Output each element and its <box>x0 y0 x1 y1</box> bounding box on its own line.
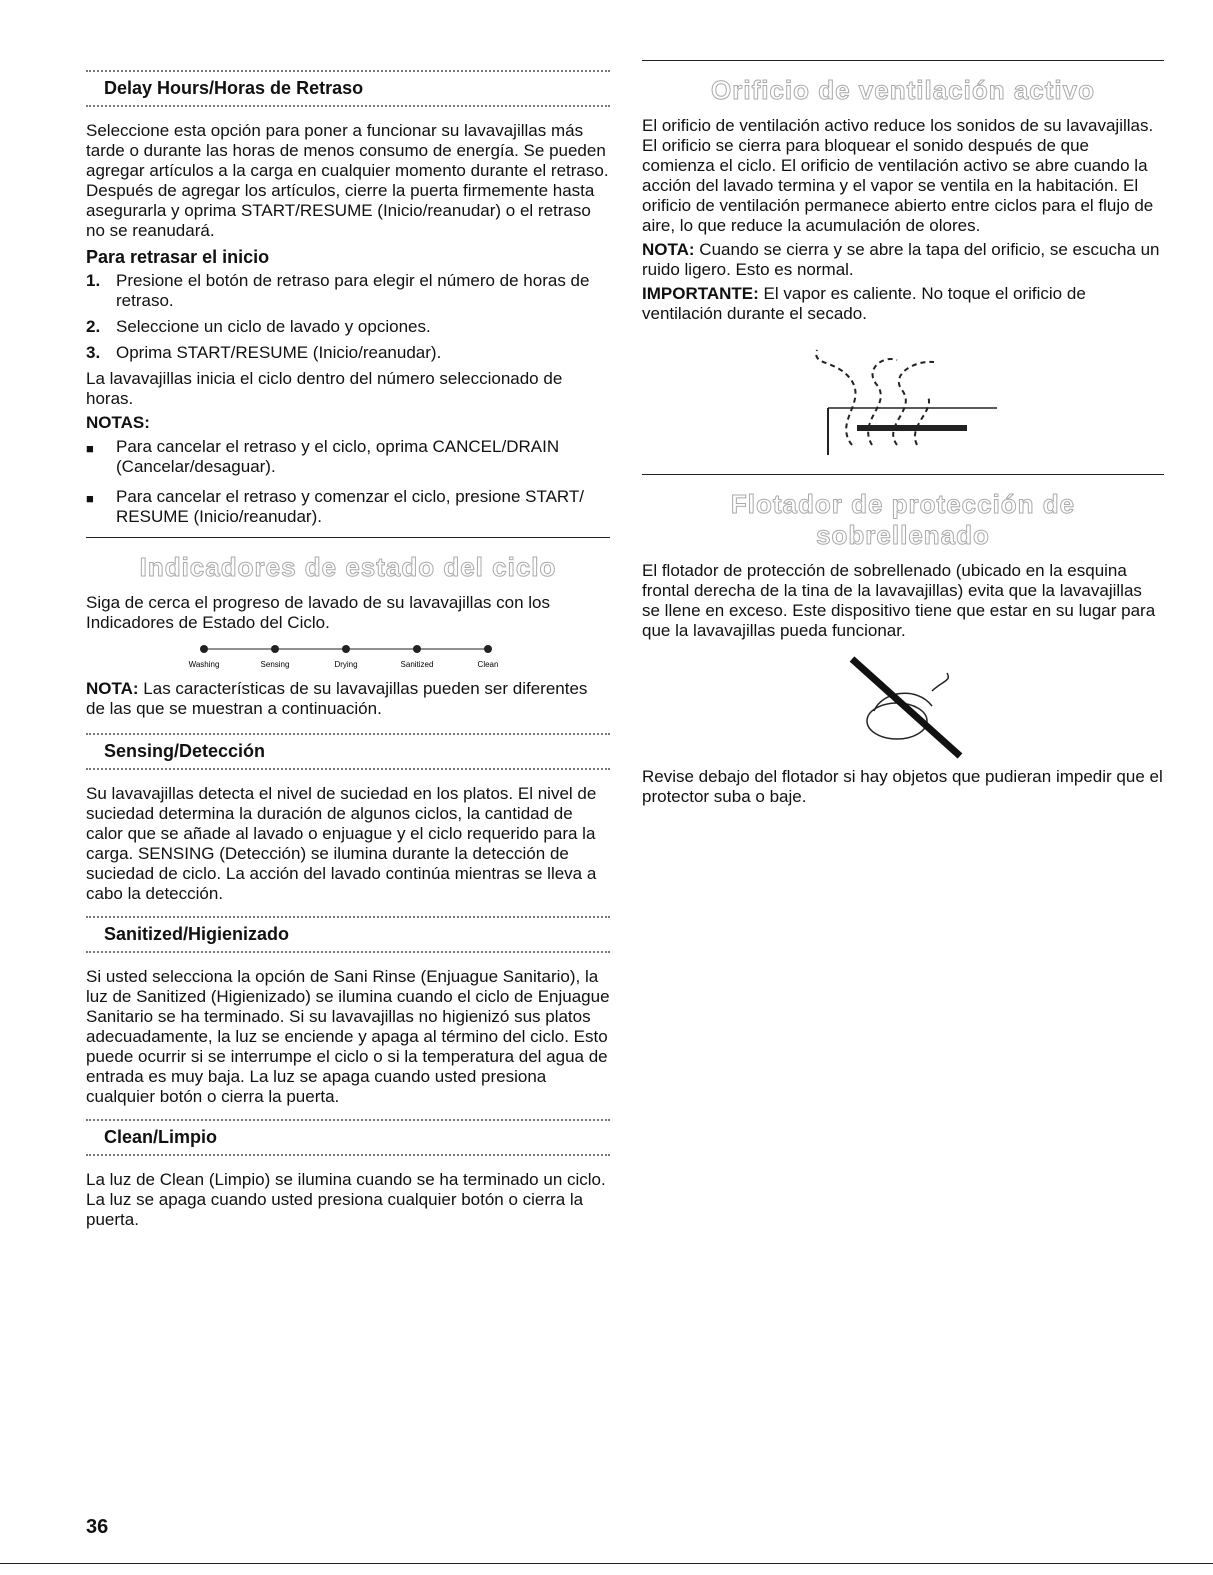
page-number: 36 <box>86 1516 109 1538</box>
clean-heading: Clean/Limpio <box>104 1127 218 1147</box>
list-item: 1. Presione el botón de retraso para elegir el número de horas de retraso. <box>86 271 590 310</box>
float-heading: Flotador de protección de sobrellenado <box>730 489 1076 550</box>
delay-after: La lavavajillas inicia el ciclo dentro del número seleccionado de horas. <box>86 369 563 408</box>
bullet-icon: ■ <box>86 441 94 456</box>
vent-note: NOTA: Cuando se cierra y se abre la tapa del orificio, se escucha un ruido ligero. Esto es normal. <box>642 240 1160 279</box>
left-column <box>86 70 610 1230</box>
status-light-icon <box>342 645 350 653</box>
stage-label: Drying <box>334 660 358 669</box>
divider <box>86 951 610 953</box>
sanitized-heading: Sanitized/Higienizado <box>104 924 290 944</box>
sensing-heading: Sensing/Detección <box>104 741 266 761</box>
float-no-object-illustration <box>642 651 1164 761</box>
sanitized-body: Si usted selecciona la opción de Sani Rinse (Enjuague Sanitario), la luz de Sanitized (Higienizado) se ilumina cuando el ciclo de Enjuague Sanitario se ha terminado. Si su lavavajillas no higienizó sus platos adecuadamente, la luz se enciende y apaga al término del ciclo. Esto puede ocurrir si se interrumpe el ciclo o si la temperatura del agua de entrada es muy baja. La luz se apaga cuando usted presiona cualquier botón o cierra la puerta. <box>86 967 610 1106</box>
status-light-icon <box>271 645 279 653</box>
prohibited-icon <box>852 659 960 756</box>
indicators-heading: Indicadores de estado del ciclo <box>139 552 557 582</box>
section-rule <box>642 474 1164 475</box>
status-light-icon <box>484 645 492 653</box>
list-item: ■ Para cancelar el retraso y comenzar el ciclo, presione START/ RESUME (Inicio/reanudar). <box>86 487 585 526</box>
stage-label: Washing <box>188 660 220 669</box>
right-column <box>642 60 1164 807</box>
indicators-body: Siga de cerca el progreso de lavado de su lavavajillas con los Indicadores de Estado del Ciclo. <box>86 593 550 632</box>
divider <box>86 1154 610 1156</box>
divider <box>86 768 610 770</box>
clean-body: La luz de Clean (Limpio) se ilumina cuando se ha terminado un ciclo. La luz se apaga cuando usted presiona cualquier botón o cierra la puerta. <box>86 1170 606 1229</box>
bullet-icon: ■ <box>86 491 94 506</box>
stage-label: Clean <box>477 660 499 669</box>
stage-label: Sanitized <box>400 660 434 669</box>
status-light-icon <box>200 645 208 653</box>
delay-subheading: Para retrasar el inicio <box>86 247 270 267</box>
delay-steps <box>86 271 610 363</box>
vent-body: El orificio de ventilación activo reduce los sonidos de su lavavajillas. El orificio se cierra para bloquear el sonido después de que comienza el ciclo. El orificio de ventilación activo se abre cuando la acción del lavado termina y el vapor se ventila en la habitación. El orificio de ventilación permanece abierto entre ciclos para el flujo de aire, lo que reduce la acumulación de olores. <box>642 116 1154 235</box>
list-item: 2. Seleccione un ciclo de lavado y opciones. <box>86 317 431 336</box>
divider <box>86 105 610 107</box>
list-item: 3. Oprima START/RESUME (Inicio/reanudar). <box>86 343 442 362</box>
delay-notes <box>86 437 610 527</box>
vent-important: IMPORTANTE: El vapor es caliente. No toque el orificio de ventilación durante el secado. <box>642 284 1086 323</box>
section-rule <box>86 537 610 538</box>
cycle-status-diagram <box>86 639 610 675</box>
sensing-body: Su lavavajillas detecta el nivel de suciedad en los platos. El nivel de suciedad determina la duración de algunos ciclos, la cantidad de calor que se añade al lavado o enjuague y el ciclo requerido para la carga. SENSING (Detección) se ilumina durante la detección de suciedad de ciclo. La acción del lavado continúa mientras se lleva a cabo la detección. <box>86 784 597 903</box>
float-after: Revise debajo del flotador si hay objetos que pudieran impedir que el protector suba o baje. <box>642 767 1163 806</box>
float-body: El flotador de protección de sobrellenado (ubicado en la esquina frontal derecha de la tina de la lavavajillas) evita que la lavavajillas se llene en exceso. Este dispositivo tiene que estar en su lugar para que la lavavajillas pueda funcionar. <box>642 561 1156 640</box>
delay-heading: Delay Hours/Horas de Retraso <box>104 78 364 98</box>
list-item: ■ Para cancelar el retraso y el ciclo, oprima CANCEL/DRAIN (Cancelar/desaguar). <box>86 437 560 476</box>
vent-steam-illustration <box>642 330 1164 470</box>
vent-heading: Orificio de ventilación activo <box>711 75 1095 105</box>
bottom-rule <box>0 1563 1213 1564</box>
status-light-icon <box>413 645 421 653</box>
stage-label: Sensing <box>260 660 290 669</box>
notes-label: NOTAS: <box>86 413 150 432</box>
delay-body: Seleccione esta opción para poner a funcionar su lavavajillas más tarde o durante las horas de menos consumo de energía. Se pueden agregar artículos a la carga en cualquier momento durante el retraso. Después de agregar los artículos, cierre la puerta firmemente hasta asegurarla y oprima START/RESUME (Inicio/reanudar) o el retraso no se reanudará. <box>86 121 609 240</box>
section-rule <box>642 60 1164 61</box>
indicators-note: NOTA: Las características de su lavavajillas pueden ser diferentes de las que se muestran a continuación. <box>86 679 588 718</box>
